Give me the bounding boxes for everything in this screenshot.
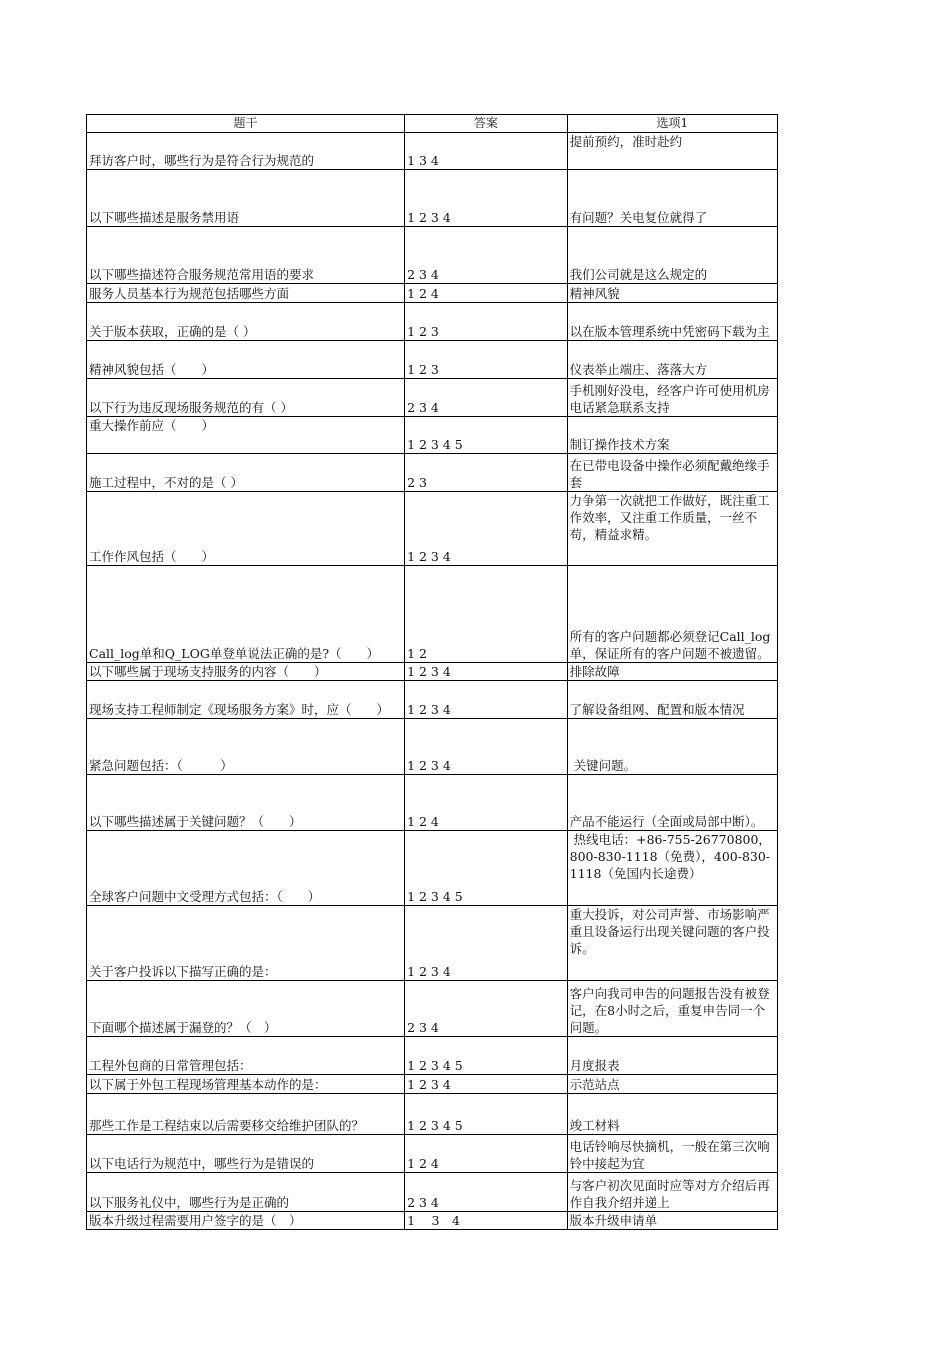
answer-cell[interactable]: 1 2 3	[405, 303, 568, 341]
question-cell[interactable]: 以下行为违反现场服务规范的有（ ）	[87, 379, 405, 417]
option-cell[interactable]: 关键问题。	[567, 719, 777, 775]
answer-cell[interactable]: 1 2 3	[405, 341, 568, 379]
question-cell[interactable]: Call_log单和Q_LOG单登单说法正确的是?（ ）	[87, 566, 405, 663]
answer-cell[interactable]: 1 2 4	[405, 1135, 568, 1173]
question-cell[interactable]: 以下哪些属于现场支持服务的内容（ ）	[87, 663, 405, 681]
option-cell[interactable]: 以在版本管理系统中凭密码下载为主	[567, 303, 777, 341]
answer-cell[interactable]: 1 2 3 4 5	[405, 1037, 568, 1075]
option-cell[interactable]: 在已带电设备中操作必须配戴绝缘手套	[567, 454, 777, 492]
table-row	[87, 454, 778, 492]
table-row	[87, 663, 778, 681]
answer-cell[interactable]: 1 2 3 4	[405, 663, 568, 681]
table-row	[87, 492, 778, 566]
question-cell[interactable]: 服务人员基本行为规范包括哪些方面	[87, 284, 405, 303]
question-cell[interactable]: 工作作风包括（ ）	[87, 492, 405, 566]
option-cell[interactable]: 了解设备组网、配置和版本情况	[567, 681, 777, 719]
question-cell[interactable]: 下面哪个描述属于漏登的？（ ）	[87, 981, 405, 1037]
table-row	[87, 1075, 778, 1094]
answer-cell[interactable]: 2 3 4	[405, 1173, 568, 1212]
answer-cell[interactable]: 2 3 4	[405, 227, 568, 284]
table-row	[87, 1094, 778, 1135]
question-cell[interactable]: 以下哪些描述是服务禁用语	[87, 170, 405, 227]
option-cell[interactable]: 精神风貌	[567, 284, 777, 303]
table-row	[87, 906, 778, 981]
question-cell[interactable]: 那些工作是工程结束以后需要移交给维护团队的？	[87, 1094, 405, 1135]
header-question[interactable]: 题干	[87, 115, 405, 133]
question-cell[interactable]: 关于版本获取，正确的是（ ）	[87, 303, 405, 341]
question-cell[interactable]: 以下电话行为规范中，哪些行为是错误的	[87, 1135, 405, 1173]
option-cell[interactable]: 我们公司就是这么规定的	[567, 227, 777, 284]
table-row	[87, 719, 778, 775]
table-row	[87, 831, 778, 906]
answer-cell[interactable]: 1 2 3 4	[405, 1075, 568, 1094]
answer-cell[interactable]: 1 2 3 4 5	[405, 417, 568, 454]
question-cell[interactable]: 以下属于外包工程现场管理基本动作的是：	[87, 1075, 405, 1094]
option-cell[interactable]: 力争第一次就把工作做好，既注重工作效率，又注重工作质量，一丝不苟，精益求精。	[567, 492, 777, 566]
question-cell[interactable]: 以下哪些描述符合服务规范常用语的要求	[87, 227, 405, 284]
table-row	[87, 981, 778, 1037]
question-cell[interactable]: 拜访客户时，哪些行为是符合行为规范的	[87, 133, 405, 170]
option-cell[interactable]: 客户向我司申告的问题报告没有被登记，在8小时之后，重复申告同一个问题。	[567, 981, 777, 1037]
answer-cell[interactable]: 1 2 3 4	[405, 492, 568, 566]
answer-cell[interactable]: 1 3 4	[405, 133, 568, 170]
question-cell[interactable]: 施工过程中，不对的是（ ）	[87, 454, 405, 492]
question-cell[interactable]: 精神风貌包括（ ）	[87, 341, 405, 379]
table-row	[87, 775, 778, 831]
question-cell[interactable]: 现场支持工程师制定《现场服务方案》时，应（ ）	[87, 681, 405, 719]
question-cell[interactable]: 重大操作前应（ ）	[87, 417, 405, 454]
option-cell[interactable]: 竣工材料	[567, 1094, 777, 1135]
header-answer[interactable]: 答案	[405, 115, 568, 133]
answer-cell[interactable]: 1 2 4	[405, 284, 568, 303]
option-cell[interactable]: 月度报表	[567, 1037, 777, 1075]
question-cell[interactable]: 以下哪些描述属于关键问题？（ ）	[87, 775, 405, 831]
option-cell[interactable]: 提前预约，准时赴约	[567, 133, 777, 170]
answer-cell[interactable]: 2 3 4	[405, 379, 568, 417]
answer-cell[interactable]: 1 2 3 4 5	[405, 1094, 568, 1135]
header-row	[87, 115, 778, 133]
question-cell[interactable]: 版本升级过程需要用户签字的是（ ）	[87, 1212, 405, 1230]
answer-cell[interactable]: 1 2 3 4	[405, 170, 568, 227]
table-row	[87, 341, 778, 379]
table-row	[87, 133, 778, 170]
question-table	[86, 114, 778, 1230]
option-cell[interactable]: 所有的客户问题都必须登记Call_log单，保证所有的客户问题不被遗留。	[567, 566, 777, 663]
answer-cell[interactable]: 1 2	[405, 566, 568, 663]
header-option1[interactable]: 选项1	[567, 115, 777, 133]
option-cell[interactable]: 电话铃响尽快摘机，一般在第三次响铃中接起为宜	[567, 1135, 777, 1173]
table-row	[87, 1037, 778, 1075]
question-cell[interactable]: 以下服务礼仪中，哪些行为是正确的	[87, 1173, 405, 1212]
answer-cell[interactable]: 2 3 4	[405, 981, 568, 1037]
answer-cell[interactable]: 1 2 3 4	[405, 906, 568, 981]
table-row	[87, 227, 778, 284]
option-cell[interactable]: 重大投诉，对公司声誉、市场影响严重且设备运行出现关键问题的客户投诉。	[567, 906, 777, 981]
question-cell[interactable]: 全球客户问题中文受理方式包括：（ ）	[87, 831, 405, 906]
table-row	[87, 1135, 778, 1173]
question-cell[interactable]: 紧急问题包括：（ ）	[87, 719, 405, 775]
answer-cell[interactable]: 1 2 3 4	[405, 681, 568, 719]
option-cell[interactable]: 与客户初次见面时应等对方介绍后再作自我介绍并递上	[567, 1173, 777, 1212]
answer-cell[interactable]: 2 3	[405, 454, 568, 492]
answer-cell[interactable]: 1 2 3 4	[405, 719, 568, 775]
option-cell[interactable]: 版本升级申请单	[567, 1212, 777, 1230]
table-row	[87, 303, 778, 341]
option-cell[interactable]: 排除故障	[567, 663, 777, 681]
option-cell[interactable]: 有问题？关电复位就得了	[567, 170, 777, 227]
option-cell[interactable]: 仪表举止端庄、落落大方	[567, 341, 777, 379]
table-row	[87, 379, 778, 417]
option-cell[interactable]: 示范站点	[567, 1075, 777, 1094]
table-row	[87, 284, 778, 303]
table-row	[87, 170, 778, 227]
table-row	[87, 1173, 778, 1212]
option-cell[interactable]: 产品不能运行（全面或局部中断）。	[567, 775, 777, 831]
option-cell[interactable]: 热线电话：+86-755-26770800，800-830-1118（免费），400-830-1118（免国内长途费）	[567, 831, 777, 906]
table-row	[87, 417, 778, 454]
table-row	[87, 1212, 778, 1230]
question-cell[interactable]: 工程外包商的日常管理包括：	[87, 1037, 405, 1075]
question-cell[interactable]: 关于客户投诉以下描写正确的是：	[87, 906, 405, 981]
option-cell[interactable]: 手机刚好没电，经客户许可使用机房电话紧急联系支持	[567, 379, 777, 417]
answer-cell[interactable]: 1 2 3 4 5	[405, 831, 568, 906]
table-row	[87, 681, 778, 719]
answer-cell[interactable]: 1 3 4	[405, 1212, 568, 1230]
table-row	[87, 566, 778, 663]
answer-cell[interactable]: 1 2 4	[405, 775, 568, 831]
option-cell[interactable]: 制订操作技术方案	[567, 417, 777, 454]
